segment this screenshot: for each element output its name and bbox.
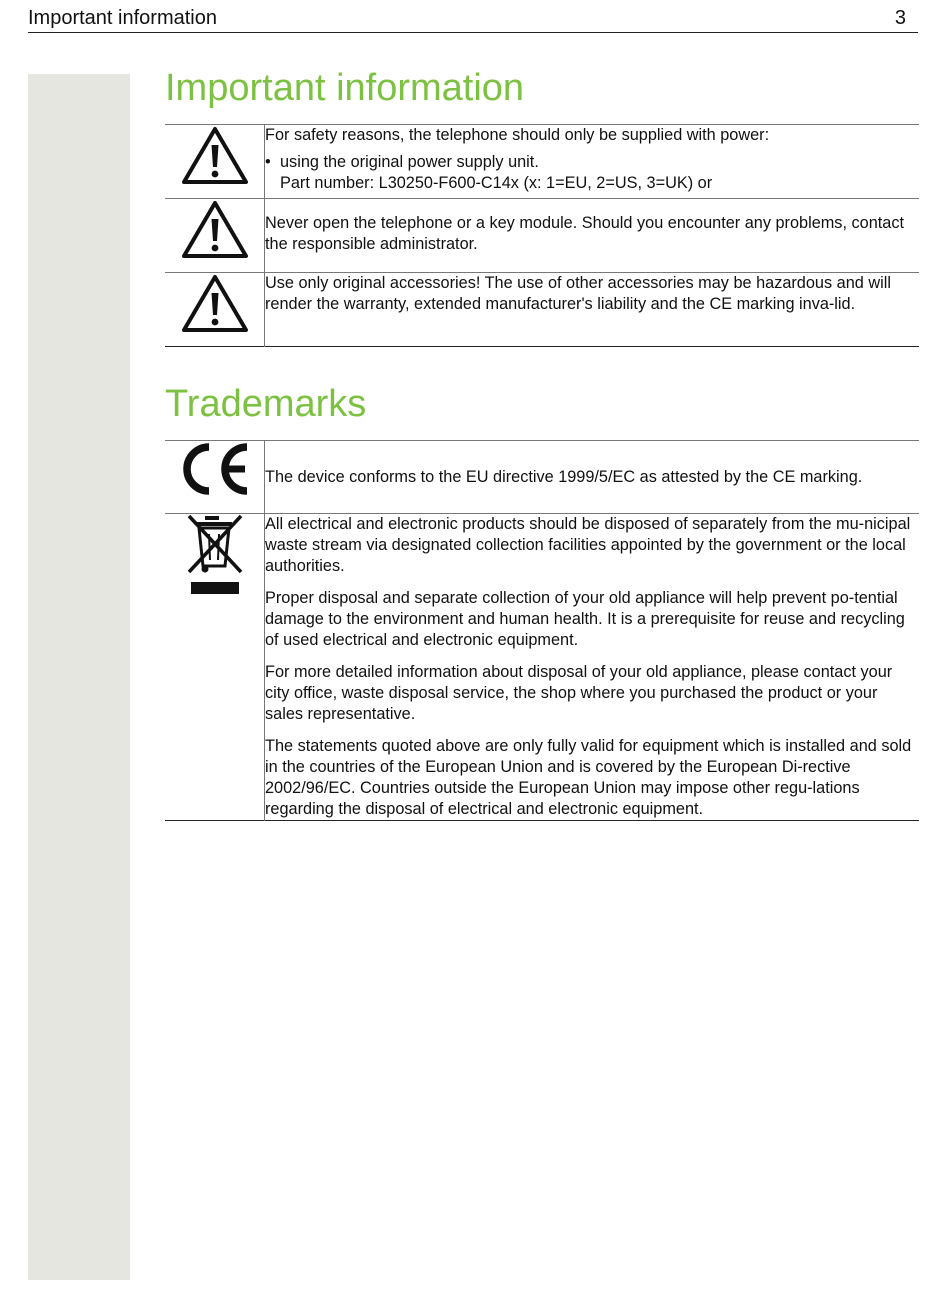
table-row (165, 125, 919, 199)
bullet-mark: • (265, 153, 271, 171)
never-open-text: Never open the telephone or a key module. Should you encounter any problems, contact the responsible administrator. (265, 214, 904, 253)
icon-cell (165, 273, 265, 347)
disposal-paragraph: All electrical and electronic products should be disposed of separately from the mu-nicipal waste stream via designated collection facilities appointed by the government or the local authorities. (265, 515, 911, 575)
running-header-title: Important information (28, 7, 217, 29)
page-number: 3 (894, 7, 906, 29)
table-row (165, 199, 919, 273)
section-title-trademarks: Trademarks (165, 383, 367, 425)
icon-cell (165, 441, 265, 514)
table-row (165, 273, 919, 347)
accessories-text: Use only original accessories! The use of other accessories may be hazardous and will render the warranty, extended manufacturer's liability and the CE marking inva-lid. (265, 274, 891, 313)
icon-cell (165, 514, 265, 821)
bullet-text: using the original power supply unit. (280, 153, 539, 171)
warning-triangle-icon (181, 273, 249, 333)
text-cell (265, 273, 920, 347)
side-margin-bar (28, 74, 130, 1280)
bullet-item (265, 152, 919, 194)
disposal-paragraph: The statements quoted above are only fully valid for equipment which is installed and sold in the countries of the European Union and is covered by the European Di-rective 2002/96/EC. Countries outside the European Union may impose other regu-lations regarding the disposal of electrical and electronic equipment. (265, 737, 912, 818)
safety-power-text: For safety reasons, the telephone should only be supplied with power: (265, 126, 770, 144)
ce-mark-icon (179, 441, 251, 497)
disposal-paragraph: For more detailed information about disposal of your old appliance, please contact your city office, waste disposal service, the shop where you purchased the product or your sales representative. (265, 663, 893, 723)
section-title-important-information: Important information (165, 67, 525, 109)
table-row (165, 441, 919, 514)
disposal-paragraph: Proper disposal and separate collection of your old appliance will help prevent po-tential damage to the environment and human health. It is a prerequisite for reuse and recycling of used electrical and electronic equipment. (265, 589, 905, 649)
warning-triangle-icon (181, 125, 249, 185)
ce-conformity-text: The device conforms to the EU directive 1999/5/EC as attested by the CE marking. (265, 467, 863, 486)
warning-triangle-icon (181, 199, 249, 259)
icon-cell (165, 199, 265, 273)
weee-crossed-bin-icon (185, 514, 245, 596)
running-header (28, 6, 918, 33)
part-number-text: Part number: L30250-F600-C14x (x: 1=EU, 2=US, 3=UK) or (280, 174, 713, 192)
text-cell (265, 514, 920, 821)
safety-table (165, 124, 919, 347)
text-cell (265, 441, 920, 514)
trademarks-table (165, 440, 919, 821)
text-cell (265, 199, 920, 273)
table-row (165, 514, 919, 821)
icon-cell (165, 125, 265, 199)
text-cell (265, 125, 920, 199)
